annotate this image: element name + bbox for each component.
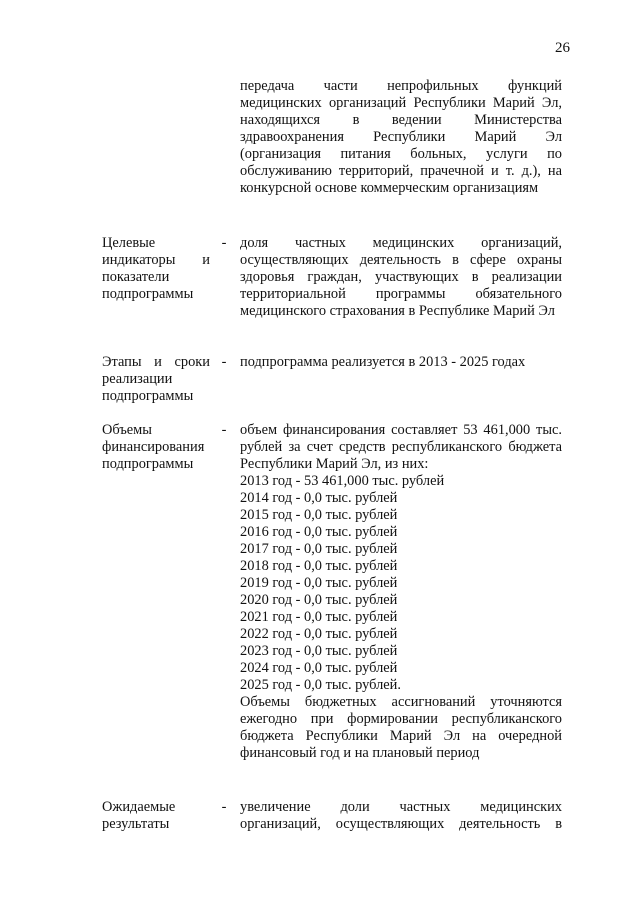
dash-separator: - <box>221 799 227 815</box>
dash-separator: - <box>221 422 227 438</box>
section-value <box>240 422 562 762</box>
year-line: 2021 год - 0,0 тыс. рублей <box>240 609 398 625</box>
year-line: 2015 год - 0,0 тыс. рублей <box>240 507 398 523</box>
dash-separator: - <box>221 354 227 370</box>
year-line: 2020 год - 0,0 тыс. рублей <box>240 592 398 608</box>
page-number: 26 <box>555 40 570 56</box>
year-line: 2023 год - 0,0 тыс. рублей <box>240 643 398 659</box>
financing-note: Объемы бюджетных ассигнований уточняются ежегодно при формировании республиканского бюджета Республики Марий Эл на очередной финансовый год и на плановый период <box>240 694 562 761</box>
section-label: Ожидаемые результаты <box>102 799 176 832</box>
year-line: 2024 год - 0,0 тыс. рублей <box>240 660 398 676</box>
year-line: 2018 год - 0,0 тыс. рублей <box>240 558 398 574</box>
intro-paragraph: передача части непрофильных функций медицинских организаций Республики Марий Эл, находящихся в ведении Министерства здравоохранения Республики Марий Эл (организация питания больных, услуги по обслуживанию территорий, прачечной и т. д.), на конкурсной основе коммерческим организациям <box>240 78 562 196</box>
section-label: Объемы финансирования подпрограммы <box>102 422 205 472</box>
section-label: Целевые индикаторы и показатели подпрограммы <box>102 235 210 302</box>
year-line: 2017 год - 0,0 тыс. рублей <box>240 541 398 557</box>
section-label: Этапы и сроки реализации подпрограммы <box>102 354 210 404</box>
year-line: 2025 год - 0,0 тыс. рублей. <box>240 677 401 693</box>
year-line: 2013 год - 53 461,000 тыс. рублей <box>240 473 445 489</box>
section-text: увеличение доли частных медицинских организаций, осуществляющих деятельность в <box>240 799 562 832</box>
section-text: подпрограмма реализуется в 2013 - 2025 годах <box>240 354 526 370</box>
year-line: 2014 год - 0,0 тыс. рублей <box>240 490 398 506</box>
year-list <box>240 473 562 694</box>
year-line: 2016 год - 0,0 тыс. рублей <box>240 524 398 540</box>
dash-separator: - <box>221 235 227 251</box>
year-line: 2022 год - 0,0 тыс. рублей <box>240 626 398 642</box>
section-text: объем финансирования составляет 53 461,000 тыс. рублей за счет средств республиканского бюджета Республики Марий Эл, из них: <box>240 422 562 472</box>
section-text: доля частных медицинских организаций, осуществляющих деятельность в сфере охраны здоровья граждан, участвующих в реализации территориальной программы обязательного медицинского страхования в Республике Марий Эл <box>240 235 562 319</box>
year-line: 2019 год - 0,0 тыс. рублей <box>240 575 398 591</box>
